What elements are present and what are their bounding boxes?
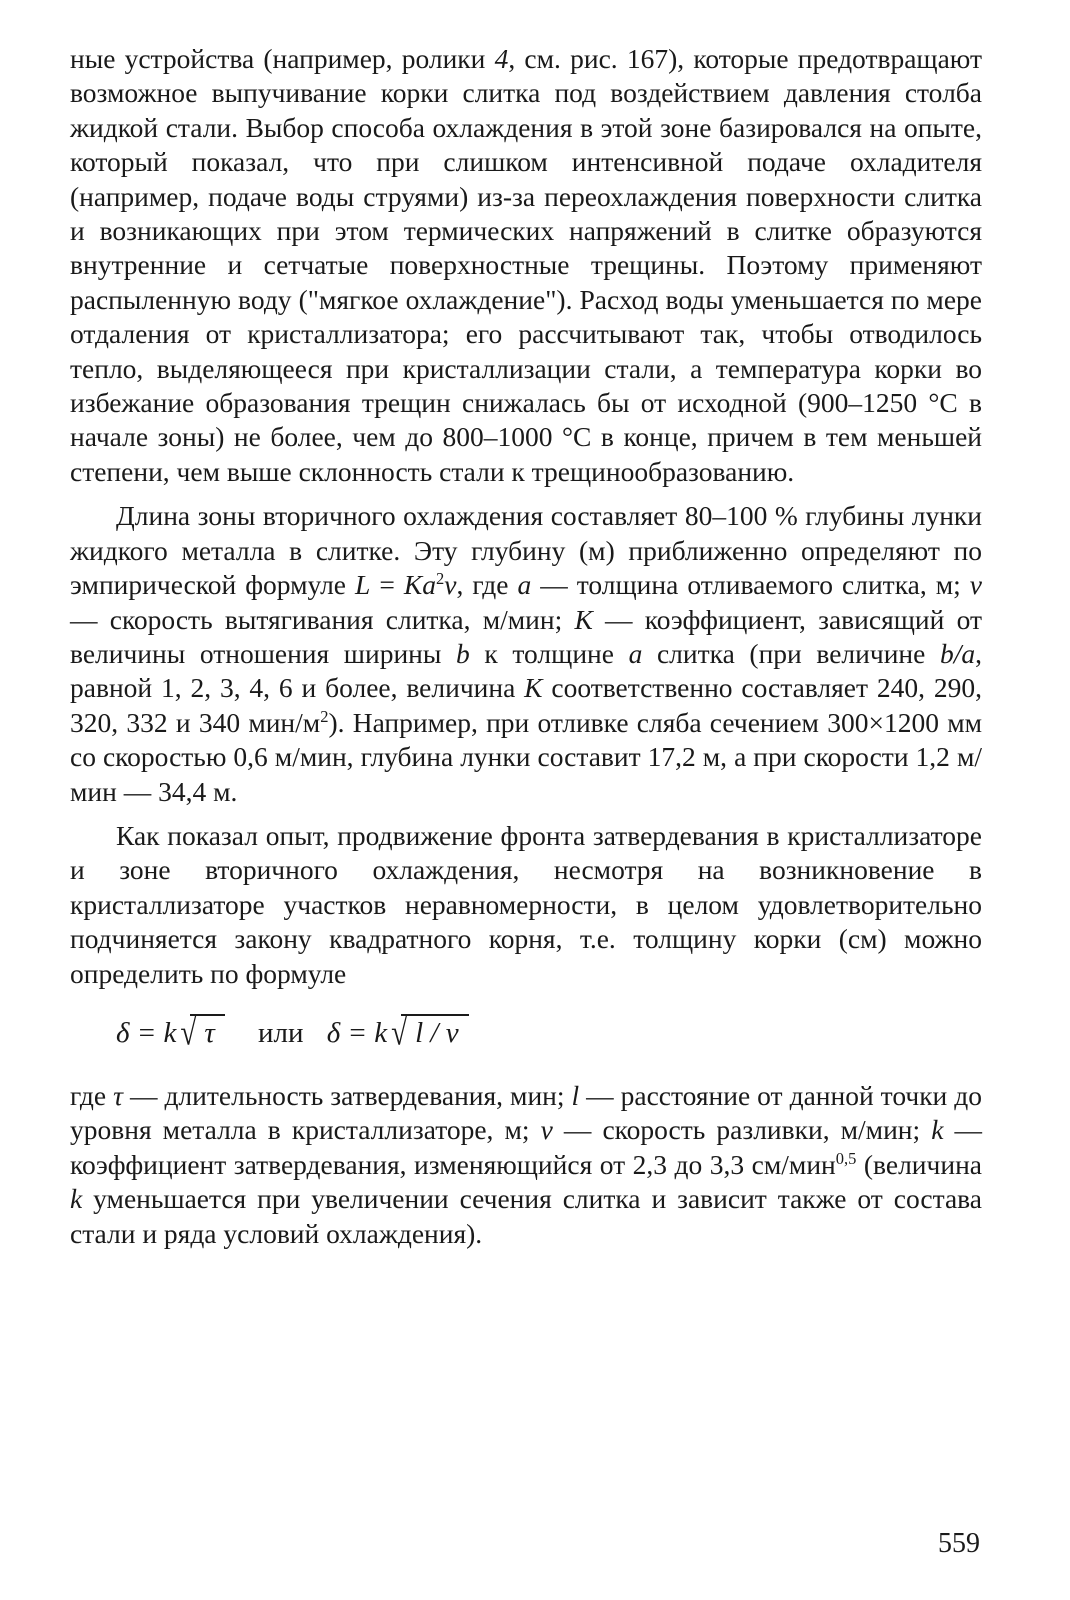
italic-symbol: K: [524, 672, 543, 704]
text-run: к толщине: [469, 637, 629, 669]
text-run: , равной 1, 2, 3, 4, 6 и более, величина: [70, 637, 982, 704]
text-run: — толщина отливаемого слитка, м;: [531, 569, 970, 601]
text-run: — расстояние от данной точки до уровня металла в кристаллизаторе, м;: [70, 1079, 983, 1146]
text-run: , где: [456, 569, 518, 601]
italic-symbol: v: [969, 569, 983, 601]
italic-symbol: b: [456, 637, 470, 669]
formula-solidification: [116, 1013, 982, 1053]
italic-symbol: b/a: [939, 637, 976, 669]
paragraph-4: [70, 1079, 982, 1251]
italic-symbol: a: [628, 637, 643, 669]
radical-sign: √: [391, 1012, 408, 1053]
italic-symbol: a: [517, 569, 532, 601]
paragraph-3: [70, 819, 982, 991]
italic-symbol: l: [571, 1079, 580, 1111]
italic-symbol: Ka: [403, 569, 436, 601]
italic-symbol: τ: [113, 1079, 123, 1111]
paragraph-1: [70, 42, 982, 489]
text-run: где: [70, 1079, 114, 1111]
page-number: 559: [938, 1528, 980, 1559]
superscript: 0,5: [835, 1148, 857, 1168]
text-run: слитка (при величине: [642, 637, 940, 669]
formula-or: или: [257, 1016, 304, 1049]
italic-symbol: k: [931, 1114, 944, 1146]
text-run: ные устройства (например, ролики: [70, 43, 495, 74]
text-run: — длительность затвердевания, мин;: [122, 1079, 572, 1111]
radicand-2: l / v: [401, 1014, 469, 1048]
text-run: — скорость разливки, м/мин;: [552, 1114, 932, 1146]
italic-symbol: v: [540, 1114, 553, 1146]
italic-symbol: K: [574, 603, 593, 635]
page-body: [70, 42, 982, 1251]
text-run: уменьшается при увеличении сечения слитка и зависит также от состава стали и ряда условий охлаждения).: [70, 1183, 982, 1249]
text-run: ). Например, при отливке сляба сечением 300×1200 мм со скоростью 0,6 м/мин, глубина лунки составит 17,2 м, а при скорости 1,2 м/мин — 34,4 м.: [70, 706, 982, 807]
text-run: , см. рис. 167), которые предотвращают возможное выпучивание корки слитка под воздействием давления столба жидкой стали. Выбор способа охлаждения в этой зоне базировался на опыте, который показал, что при слишком интенсивной подаче охладителя (например, подаче воды струями) из-за переохлаждения поверхности слитка и возникающих при этом термических напряжений в слитке образуются внутренние и сетчатые поверхностные трещины. Поэтому применяют распыленную воду ("мягкое охлаждение"). Расход воды уменьшается по мере отдаления от кристаллизатора; его рассчитывают так, чтобы отводилось тепло, выделяющееся при кристаллизации стали, а температура корки во избежание образования трещин снижалась бы от исходной (900–1250 °С в начале зоны) не более, чем до 800–1000 °С в конце, причем в тем меньшей степени, чем выше склонность стали к трещинообразованию.: [70, 43, 982, 487]
paragraph-2: [70, 499, 982, 809]
text-run: (величина: [856, 1148, 982, 1180]
formula-lhs-2: δ = k: [326, 1016, 388, 1049]
italic-symbol: v: [444, 569, 457, 601]
text-run: =: [370, 569, 404, 601]
text-run: Как показал опыт, продвижение фронта затвердевания в кристаллизаторе и зоне вторичного охлаждения, несмотря на возникновение в кристаллизаторе участков неравномерности, в целом удовлетворительно подчиняется закону квадратного корня, т.е. толщину корки (см) можно определить по формуле: [70, 819, 982, 989]
italic-symbol: L: [355, 569, 371, 601]
radical-sign: √: [180, 1012, 197, 1053]
text-run: соответственно составляет 240, 290, 320, 332 и 340 мин/м: [70, 672, 982, 738]
formula-lhs-1: δ = k: [116, 1016, 177, 1049]
italic-symbol: 4: [494, 43, 509, 74]
text-run: — коэффициент, зависящий от величины отношения ширины: [70, 603, 982, 669]
text-run: — скорость вытягивания слитка, м/мин;: [70, 603, 575, 635]
italic-symbol: k: [70, 1183, 83, 1215]
radicand-1: τ: [190, 1014, 224, 1048]
sqrt-2: [387, 1013, 468, 1053]
superscript: 2: [320, 706, 329, 726]
superscript: 2: [435, 568, 445, 588]
sqrt-1: [176, 1013, 224, 1053]
text-run: Длина зоны вторичного охлаждения составляет 80–100 % глубины лунки жидкого металла в слитке. Эту глубину (м) приближенно определяют по эмпирической формуле: [70, 500, 982, 601]
text-run: — коэффициент затвердевания, изменяющийся от 2,3 до 3,3 см/мин: [70, 1114, 982, 1180]
paragraph-gap: [70, 489, 982, 499]
paragraph-gap: [70, 809, 982, 819]
